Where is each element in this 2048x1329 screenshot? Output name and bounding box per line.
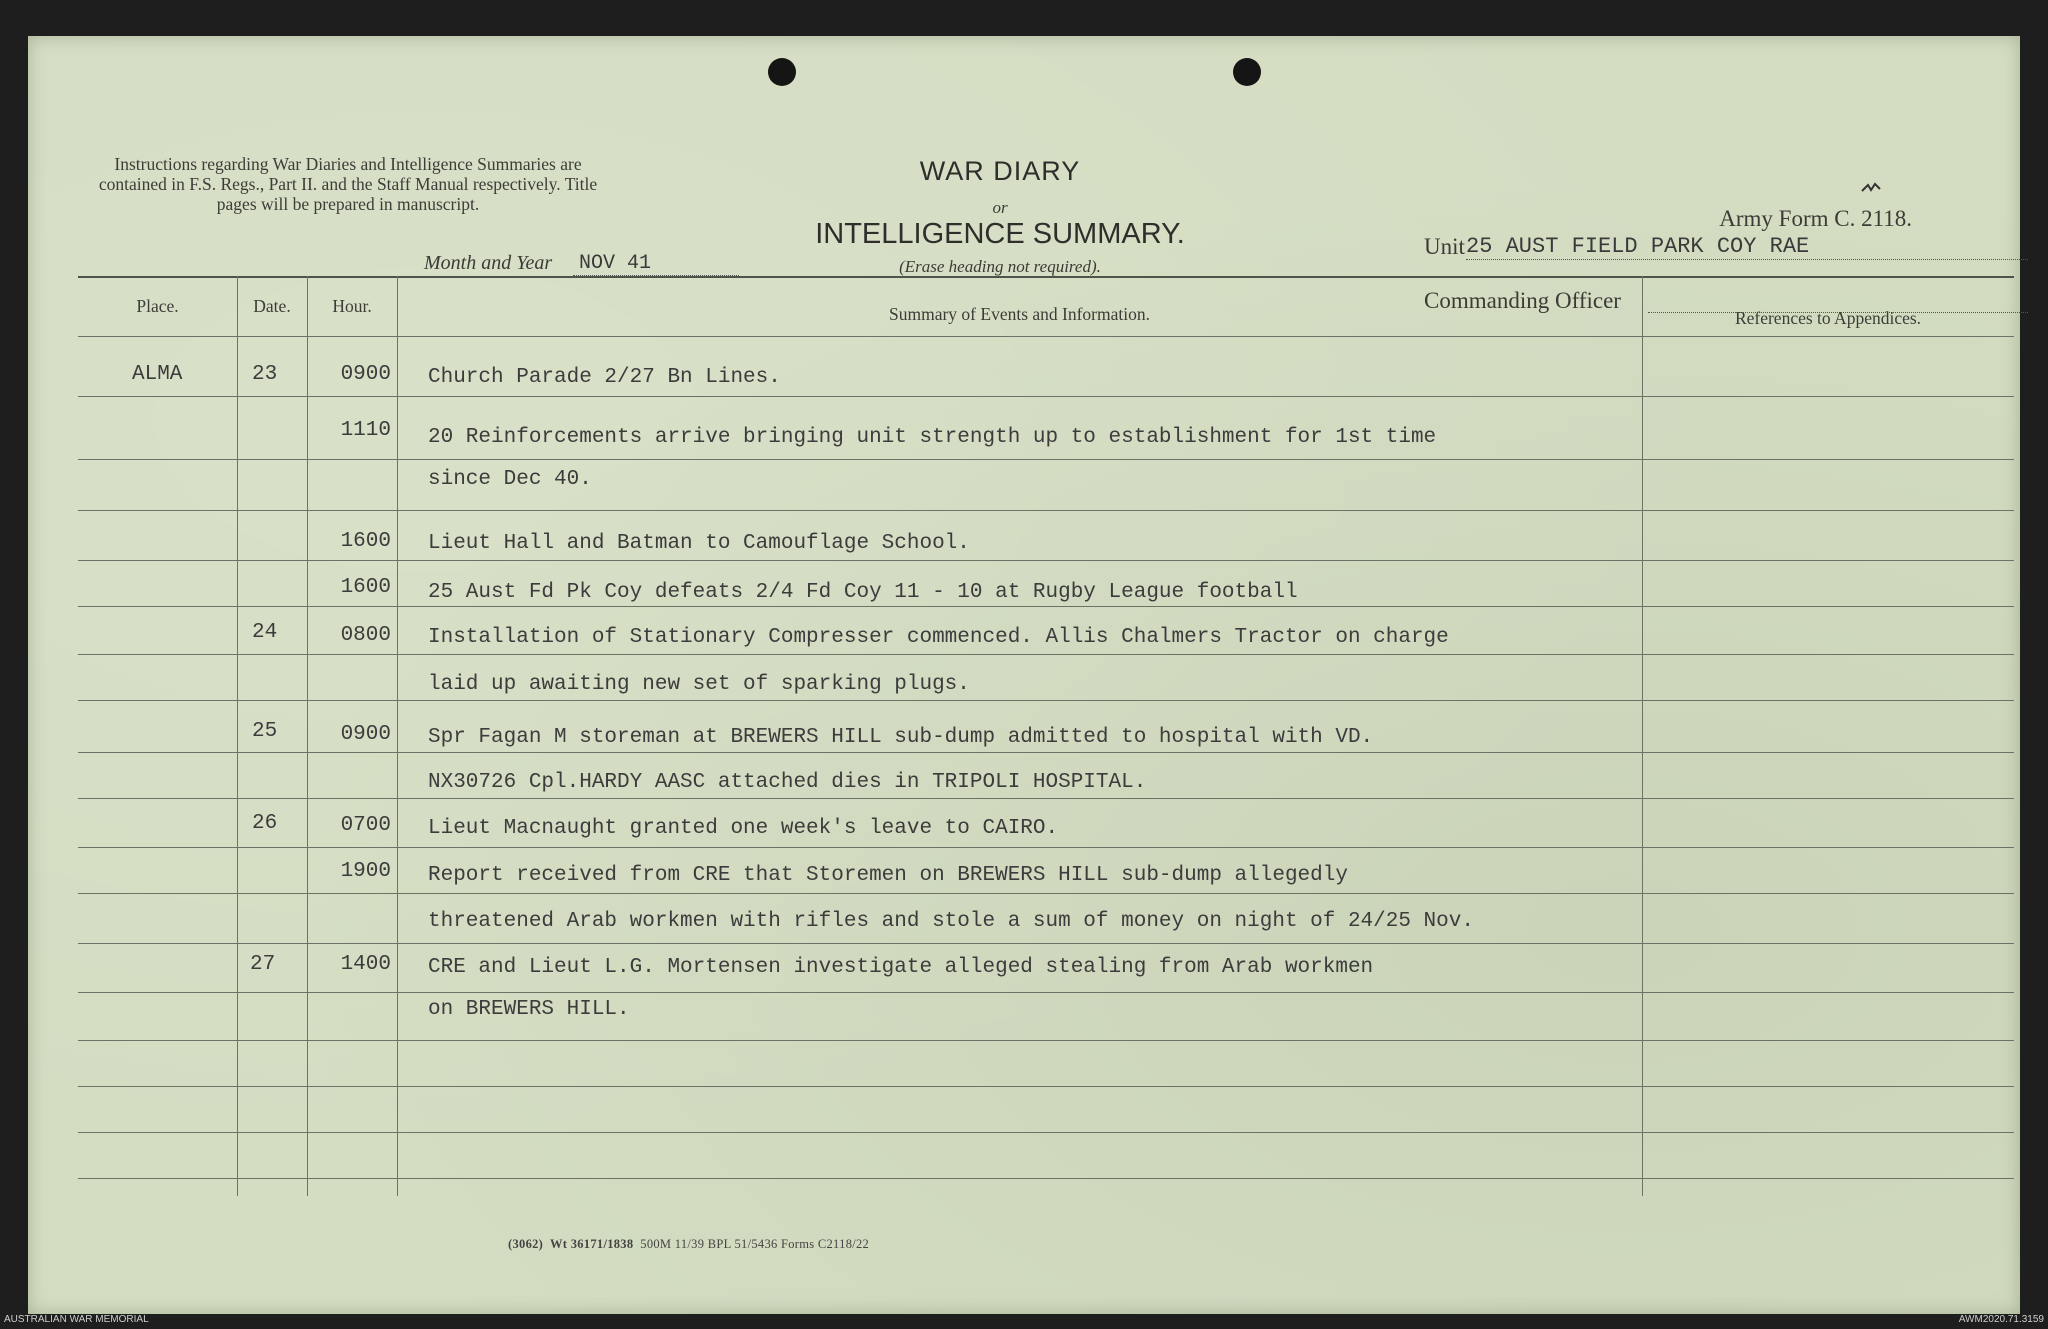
entry-date: 24: [252, 621, 278, 644]
pen-mark-icon: [1860, 181, 1882, 197]
col-header-references: References to Appendices.: [1734, 308, 1922, 328]
row-rule: [78, 510, 2014, 511]
entry-text: Lieut Macnaught granted one week's leave to CAIRO.: [428, 817, 1059, 840]
month-year-label: Month and Year: [424, 252, 553, 274]
col-header-hour: Hour.: [332, 296, 372, 316]
entry-hour: 0900: [340, 723, 391, 746]
row-rule: [78, 606, 2014, 607]
unit-label: Unit: [1424, 234, 1465, 259]
commanding-officer-label: Commanding Officer: [1424, 288, 1621, 313]
instructions-note: Instructions regarding War Diaries and Intelligence Summaries are contained in F.S. Regs., Part II. and the Staff Manual respectively. Title pages will be prepared in manuscript.: [98, 154, 598, 214]
punch-hole-left: [768, 58, 796, 86]
entry-hour: 1600: [340, 576, 391, 599]
footer-wt: Wt 36171/1838: [550, 1237, 634, 1251]
row-rule: [78, 654, 2014, 655]
row-rule: [78, 943, 2014, 944]
entry-hour: 0800: [340, 624, 391, 647]
entry-text: Report received from CRE that Storemen on BREWERS HILL sub-dump allegedly: [428, 864, 1348, 887]
entry-text: laid up awaiting new set of sparking plugs.: [428, 673, 970, 696]
col-divider-place: [237, 276, 238, 1196]
entry-text: Installation of Stationary Compresser commenced. Allis Chalmers Tractor on charge: [428, 626, 1449, 649]
entry-hour: 1400: [340, 953, 391, 976]
entry-text: Spr Fagan M storeman at BREWERS HILL sub-dump admitted to hospital with VD.: [428, 726, 1374, 749]
unit-value: 25 AUST FIELD PARK COY RAE: [1466, 234, 2028, 260]
entry-text: 20 Reinforcements arrive bringing unit strength up to establishment for 1st time: [428, 426, 1437, 449]
table-top-rule: [78, 276, 2014, 278]
row-rule: [78, 1086, 2014, 1087]
war-diary-form: [28, 36, 2020, 1314]
row-rule: [78, 700, 2014, 701]
entry-text: since Dec 40.: [428, 468, 592, 491]
col-header-summary: Summary of Events and Information.: [889, 304, 1150, 324]
row-rule: [78, 459, 2014, 460]
row-rule: [78, 752, 2014, 753]
row-rule: [78, 560, 2014, 561]
row-rule: [78, 893, 2014, 894]
entry-date: 23: [252, 363, 278, 386]
entry-text: CRE and Lieut L.G. Mortensen investigate alleged stealing from Arab workmen: [428, 956, 1374, 979]
entry-hour: 0900: [340, 363, 391, 386]
footer-code: (3062): [508, 1237, 544, 1251]
entry-text: NX30726 Cpl.HARDY AASC attached dies in TRIPOLI HOSPITAL.: [428, 771, 1147, 794]
entry-date: 25: [252, 720, 278, 743]
row-rule: [78, 396, 2014, 397]
row-rule: [78, 992, 2014, 993]
entry-text: Church Parade 2/27 Bn Lines.: [428, 366, 781, 389]
entry-date: 26: [252, 812, 278, 835]
entry-hour: 1600: [340, 530, 391, 553]
entry-text: Lieut Hall and Batman to Camouflage School.: [428, 532, 970, 555]
army-form-number: Army Form C. 2118.: [1719, 206, 1912, 231]
row-rule: [78, 1178, 2014, 1179]
month-year-value: NOV 41: [573, 252, 739, 276]
entry-hour: 0700: [340, 814, 391, 837]
entry-place: ALMA: [132, 363, 183, 386]
row-rule: [78, 798, 2014, 799]
row-rule: [78, 1040, 2014, 1041]
form-print-code: [508, 1237, 869, 1252]
col-divider-hour: [397, 276, 398, 1196]
footer-rest: 500M 11/39 BPL 51/5436 Forms C2118/22: [640, 1237, 870, 1251]
row-rule: [78, 1132, 2014, 1133]
col-header-place: Place.: [136, 296, 179, 316]
col-header-date: Date.: [253, 296, 291, 316]
entry-text: threatened Arab workmen with rifles and stole a sum of money on night of 24/25 Nov.: [428, 910, 1474, 933]
title-or: or: [992, 198, 1008, 217]
row-rule: [78, 847, 2014, 848]
col-divider-summary: [1642, 276, 1643, 1196]
entry-text: 25 Aust Fd Pk Coy defeats 2/4 Fd Coy 11 - 10 at Rugby League football: [428, 581, 1298, 604]
erase-heading-note: (Erase heading not required).: [899, 257, 1101, 276]
entry-hour: 1900: [340, 860, 391, 883]
title-war-diary: WAR DIARY: [919, 156, 1081, 186]
entry-hour: 1110: [340, 419, 391, 442]
entry-date: 27: [250, 953, 276, 976]
punch-hole-right: [1233, 58, 1261, 86]
title-intelligence-summary: INTELLIGENCE SUMMARY.: [815, 218, 1185, 250]
header-rule: [78, 336, 2014, 337]
archive-caption-left: AUSTRALIAN WAR MEMORIAL: [4, 1314, 149, 1325]
entry-text: on BREWERS HILL.: [428, 998, 630, 1021]
archive-caption-right: AWM2020.71.3159: [1958, 1314, 2044, 1325]
